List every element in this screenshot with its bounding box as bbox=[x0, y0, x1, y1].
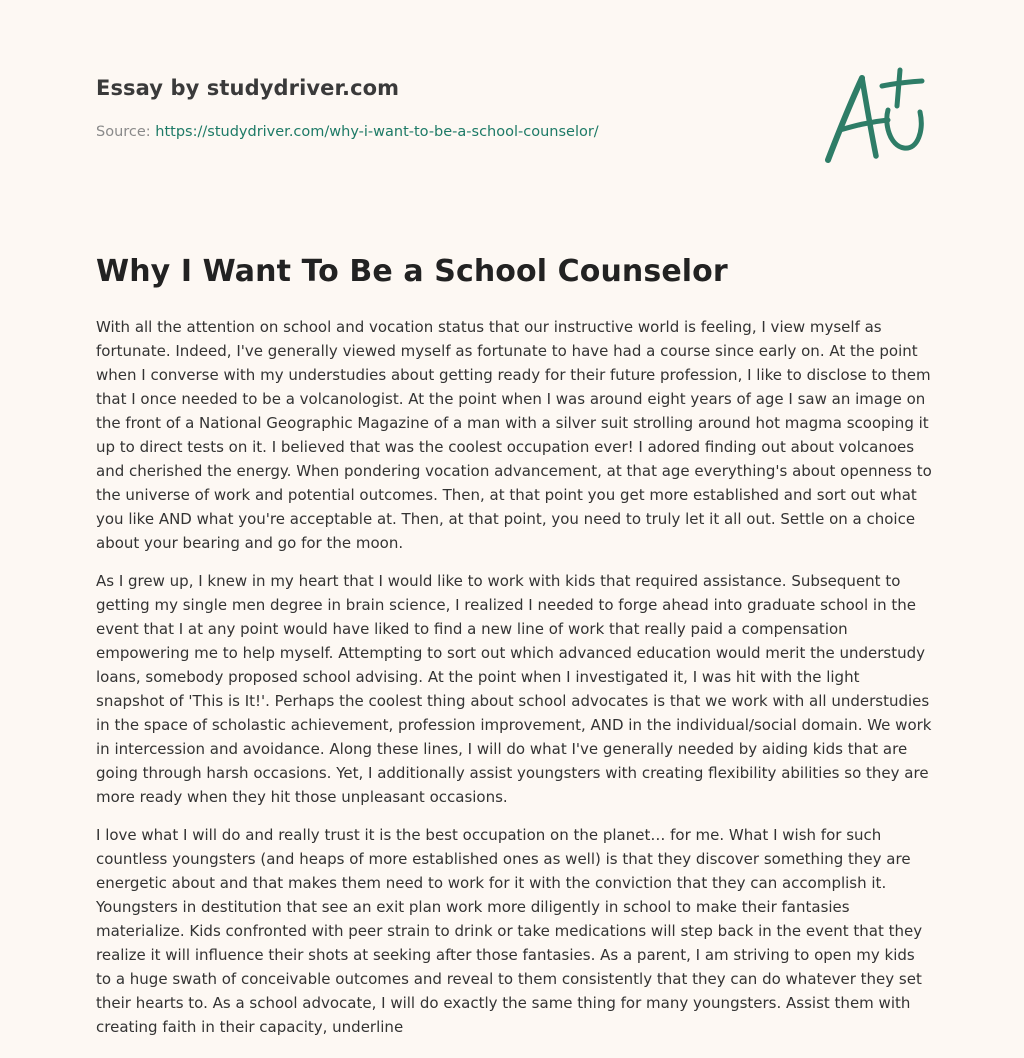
essay-body bbox=[96, 315, 932, 1053]
site-brand: Essay by studydriver.com bbox=[96, 76, 400, 100]
essay-title: Why I Want To Be a School Counselor bbox=[96, 254, 728, 289]
essay-paragraph: With all the attention on school and vocation status that our instructive world is feeling, I view myself as fortunate. Indeed, I've generally viewed myself as fortunate to have had a course since early on. At the point when I converse with my understudies about getting ready for their future profession, I like to disclose to them that I once needed to be a volcanologist. At the point when I was around eight years of age I saw an image on the front of a National Geographic Magazine of a man with a silver suit strolling around hot magma scooping it up to direct tests on it. I believed that was the coolest occupation ever! I adored finding out about volcanoes and cherished the energy. When pondering vocation advancement, at that age everything's about openness to the universe of work and potential outcomes. Then, at that point you get more established and sort out what you like AND what you're acceptable at. Then, at that point, you need to truly let it all out. Settle on a choice about your bearing and go for the moon. bbox=[96, 318, 932, 552]
source-line bbox=[96, 124, 599, 140]
a-plus-grade-icon bbox=[818, 64, 930, 168]
essay-paragraph: I love what I will do and really trust it is the best occupation on the planet… for me. What I wish for such countless youngsters (and heaps of more established ones as well) is that they discover something they are energetic about and that makes them need to work for it with the conviction that they can accomplish it. Youngsters in destitution that see an exit plan work more diligently in school to make their fantasies materialize. Kids confronted with peer strain to drink or take medications will step back in the event that they realize it will influence their shots at seeking after those fantasies. As a parent, I am striving to open my kids to a huge swath of conceivable outcomes and reveal to them consistently that they can do whatever they set their hearts to. As a school advocate, I will do exactly the same thing for many youngsters. Assist them with creating faith in their capacity, underline bbox=[96, 826, 923, 1036]
essay-paragraph: As I grew up, I knew in my heart that I would like to work with kids that required assistance. Subsequent to getting my single men degree in brain science, I realized I needed to forge ahead into graduate school in the event that I at any point would have liked to find a new line of work that really paid a compensation empowering me to help myself. Attempting to sort out which advanced education would merit the understudy loans, somebody proposed school advising. At the point when I investigated it, I was hit with the light snapshot of 'This is It!'. Perhaps the coolest thing about school advocates is that we work with all understudies in the space of scholastic achievement, profession improvement, AND in the individual/social domain. We work in intercession and avoidance. Along these lines, I will do what I've generally needed by aiding kids that are going through harsh occasions. Yet, I additionally assist youngsters with creating flexibility abilities so they are more ready when they hit those unpleasant occasions. bbox=[96, 572, 932, 806]
source-label: Source: bbox=[96, 124, 151, 140]
source-link[interactable]: https://studydriver.com/why-i-want-to-be-a-school-counselor/ bbox=[155, 124, 599, 140]
